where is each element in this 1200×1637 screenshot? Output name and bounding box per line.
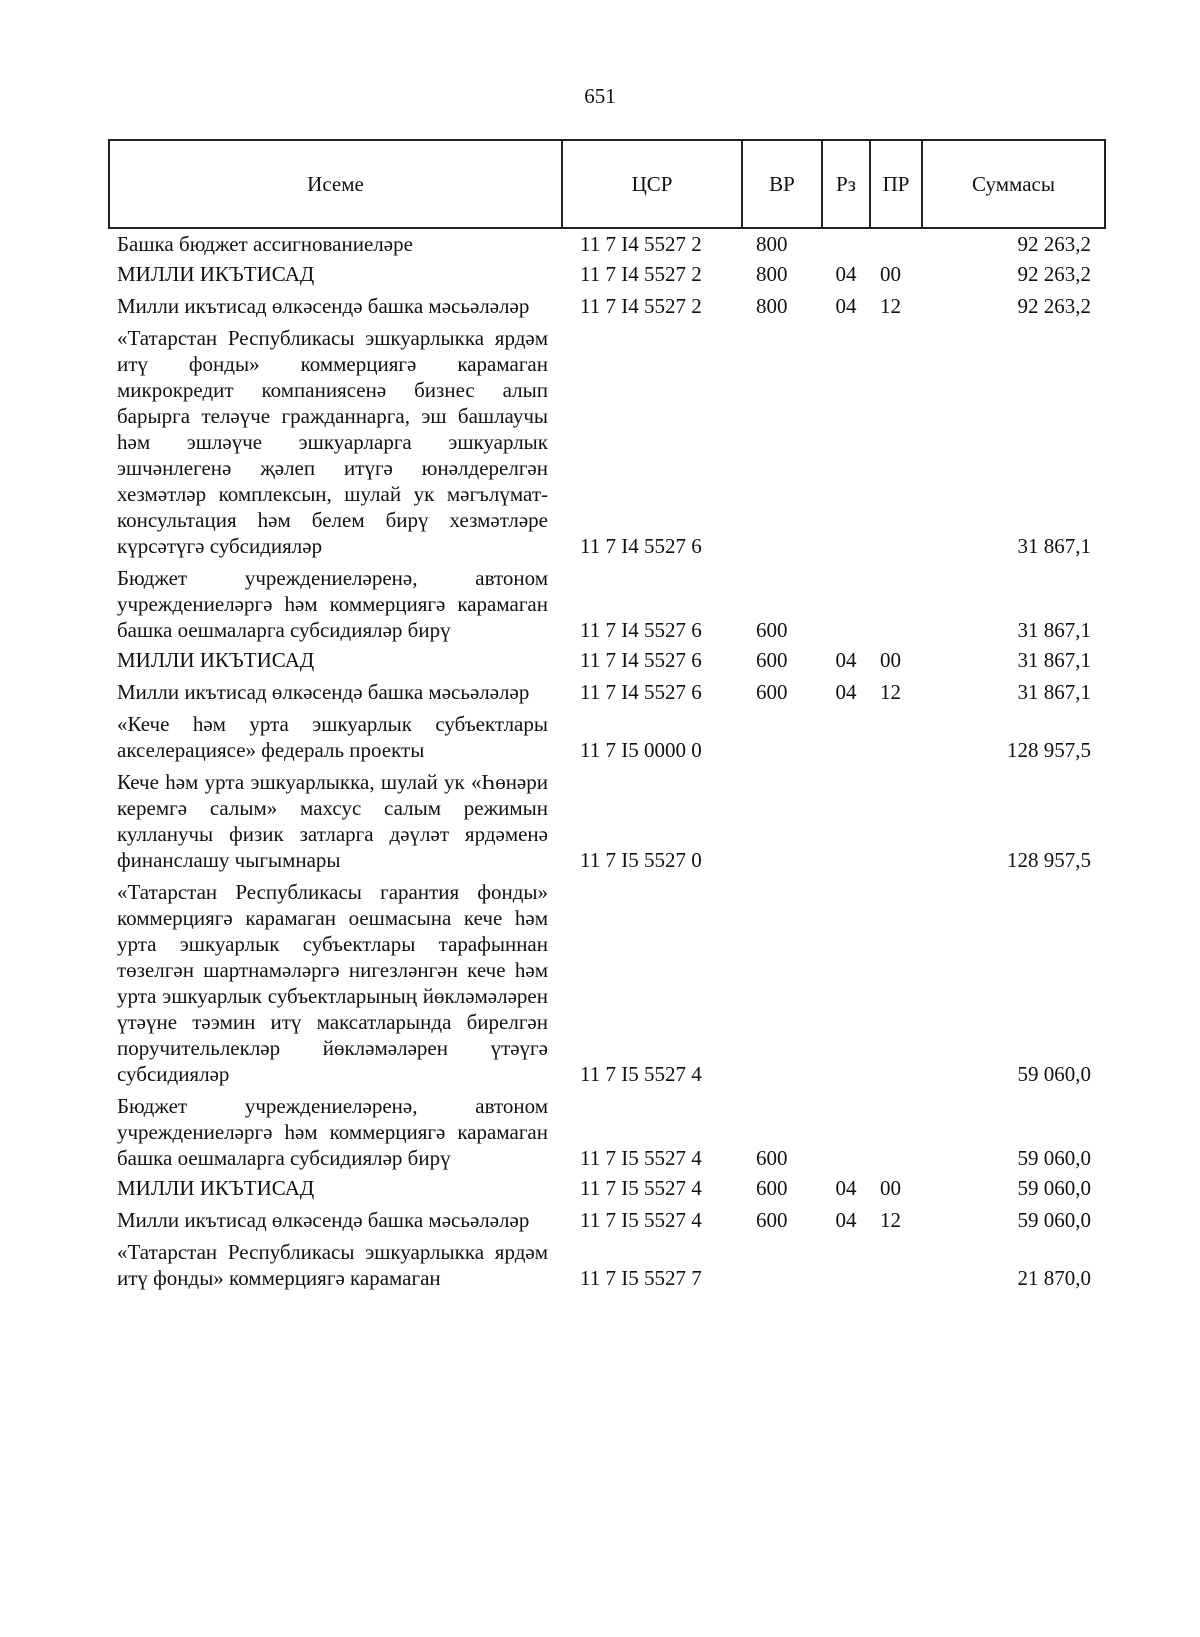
- row-name: Бюджет учреждениеләренә, автоном учреждениеләргә һәм коммерциягә карамаган башка оешмаларга субсидияләр бирү: [117, 566, 548, 642]
- row-rz: 04: [835, 648, 857, 672]
- row-name: Милли икътисад өлкәсендә башка мәсьәләләр: [117, 680, 530, 704]
- row-rz: 04: [835, 1176, 857, 1200]
- table-row: [109, 1203, 1105, 1235]
- table-row: [109, 321, 1105, 561]
- row-pr: 12: [880, 1208, 901, 1232]
- row-name: МИЛЛИ ИКЪТИСАД: [117, 262, 315, 286]
- row-pr: 12: [880, 294, 901, 318]
- row-vr: 800: [756, 294, 788, 318]
- row-vr: [742, 765, 822, 875]
- row-sum: 31 867,1: [1017, 618, 1091, 642]
- row-name: «Татарстан Республикасы эшкуарлыкка ярдәм итү фонды» коммерциягә карамаган: [117, 1240, 548, 1290]
- table-row: [109, 1089, 1105, 1173]
- row-rz: [822, 1089, 870, 1173]
- table-row: [109, 707, 1105, 765]
- row-rz: [822, 228, 870, 259]
- table-row: [109, 1173, 1105, 1203]
- row-rz: [822, 321, 870, 561]
- row-csr: 11 7 I5 5527 0: [580, 848, 702, 872]
- row-vr: [742, 707, 822, 765]
- row-name: «Татарстан Республикасы гарантия фонды» коммерциягә карамаган оешмасына кече һәм урта эшкуарлык субъектлары тарафыннан төзелгән шартнамәләргә нигезләнгән кече һәм урта эшкуарлык субъектларының йөкләмәләрен үтәүне тәэмин итү максатларында бирелгән поручительлекләр йөкләмәләрен үтәүгә субсидияләр: [117, 880, 548, 1086]
- row-sum: 31 867,1: [1017, 534, 1091, 558]
- row-sum: 31 867,1: [1017, 648, 1091, 672]
- row-sum: 31 867,1: [1017, 680, 1091, 704]
- table-row: [109, 1235, 1105, 1293]
- row-rz: 04: [835, 1208, 857, 1232]
- row-vr: 600: [756, 680, 788, 704]
- header-pr: ПР: [870, 140, 922, 228]
- row-pr: [870, 765, 922, 875]
- row-csr: 11 7 I5 5527 7: [580, 1266, 702, 1290]
- row-sum: 21 870,0: [1017, 1266, 1091, 1290]
- row-pr: [870, 875, 922, 1089]
- row-sum: 92 263,2: [1017, 262, 1091, 286]
- row-sum: 59 060,0: [1017, 1176, 1091, 1200]
- row-vr: 600: [756, 618, 788, 642]
- row-pr: [870, 1235, 922, 1293]
- row-pr: [870, 321, 922, 561]
- row-vr: 600: [756, 1208, 788, 1232]
- row-csr: 11 7 I4 5527 6: [580, 648, 702, 672]
- row-name: Милли икътисад өлкәсендә башка мәсьәләләр: [117, 1208, 530, 1232]
- row-rz: [822, 707, 870, 765]
- row-vr: 800: [756, 232, 788, 256]
- row-name: «Кече һәм урта эшкуарлык субъектлары акселерациясе» федераль проекты: [117, 712, 548, 762]
- row-vr: 600: [756, 648, 788, 672]
- row-csr: 11 7 I5 0000 0: [580, 738, 702, 762]
- row-rz: [822, 1235, 870, 1293]
- row-rz: [822, 765, 870, 875]
- row-name: Башка бюджет ассигнованиеләре: [117, 232, 413, 256]
- page-number: 651: [584, 84, 616, 108]
- row-vr: [742, 875, 822, 1089]
- row-csr: 11 7 I5 5527 4: [580, 1146, 702, 1170]
- row-vr: 800: [756, 262, 788, 286]
- row-pr: [870, 1089, 922, 1173]
- header-name: Исеме: [109, 140, 562, 228]
- row-rz: 04: [835, 262, 857, 286]
- row-vr: [742, 1235, 822, 1293]
- budget-table: [108, 139, 1106, 1293]
- row-csr: 11 7 I4 5527 2: [580, 232, 702, 256]
- row-sum: 59 060,0: [1017, 1062, 1091, 1086]
- row-rz: [822, 875, 870, 1089]
- row-name: Милли икътисад өлкәсендә башка мәсьәләләр: [117, 294, 530, 318]
- row-csr: 11 7 I4 5527 6: [580, 534, 702, 558]
- row-csr: 11 7 I4 5527 2: [580, 294, 702, 318]
- row-name: МИЛЛИ ИКЪТИСАД: [117, 648, 315, 672]
- row-csr: 11 7 I5 5527 4: [580, 1062, 702, 1086]
- table-row: [109, 675, 1105, 707]
- row-vr: [742, 321, 822, 561]
- row-pr: 00: [880, 1176, 901, 1200]
- row-csr: 11 7 I4 5527 6: [580, 680, 702, 704]
- row-name: МИЛЛИ ИКЪТИСАД: [117, 1176, 315, 1200]
- table-header-row: [109, 140, 1105, 228]
- row-name: «Татарстан Республикасы эшкуарлыкка ярдәм итү фонды» коммерциягә карамаган микрокредит компаниясенә бизнес алып барырга теләүче гражданнарга, эш башлаучы һәм эшләүче эшкуарларга эшкуарлык эшчәнлегенә җәлеп итүгә юнәлдерелгән хезмәтләр комплексын, шулай ук мәгълүмат-консультация һәм белем бирү хезмәтләре күрсәтүгә субсидияләр: [117, 326, 548, 558]
- table-row: [109, 645, 1105, 675]
- table-row: [109, 289, 1105, 321]
- header-vr: ВР: [742, 140, 822, 228]
- row-rz: 04: [835, 680, 857, 704]
- row-csr: 11 7 I5 5527 4: [580, 1176, 702, 1200]
- row-sum: 128 957,5: [1007, 848, 1091, 872]
- row-name: Кече һәм урта эшкуарлыкка, шулай ук «Һөнәри керемгә салым» махсус салым режимын кулланучы физик затларга дәүләт ярдәменә финанслашу чыгымнары: [117, 770, 548, 872]
- row-pr: 00: [880, 648, 901, 672]
- row-pr: [870, 561, 922, 645]
- row-csr: 11 7 I4 5527 2: [580, 262, 702, 286]
- row-pr: [870, 228, 922, 259]
- row-pr: [870, 707, 922, 765]
- table-row: [109, 875, 1105, 1089]
- table-row: [109, 561, 1105, 645]
- row-rz: [822, 561, 870, 645]
- row-pr: 00: [880, 262, 901, 286]
- row-csr: 11 7 I4 5527 6: [580, 618, 702, 642]
- row-vr: 600: [756, 1176, 788, 1200]
- row-vr: 600: [756, 1146, 788, 1170]
- row-sum: 128 957,5: [1007, 738, 1091, 762]
- row-csr: 11 7 I5 5527 4: [580, 1208, 702, 1232]
- table-row: [109, 259, 1105, 289]
- row-sum: 59 060,0: [1017, 1146, 1091, 1170]
- row-sum: 92 263,2: [1017, 294, 1091, 318]
- row-sum: 92 263,2: [1017, 232, 1091, 256]
- table-row: [109, 765, 1105, 875]
- row-sum: 59 060,0: [1017, 1208, 1091, 1232]
- header-sum: Суммасы: [922, 140, 1105, 228]
- row-name: Бюджет учреждениеләренә, автоном учреждениеләргә һәм коммерциягә карамаган башка оешмаларга субсидияләр бирү: [117, 1094, 548, 1170]
- header-rz: Рз: [822, 140, 870, 228]
- header-csr: ЦСР: [562, 140, 742, 228]
- table-row: [109, 228, 1105, 259]
- row-rz: 04: [835, 294, 857, 318]
- row-pr: 12: [880, 680, 901, 704]
